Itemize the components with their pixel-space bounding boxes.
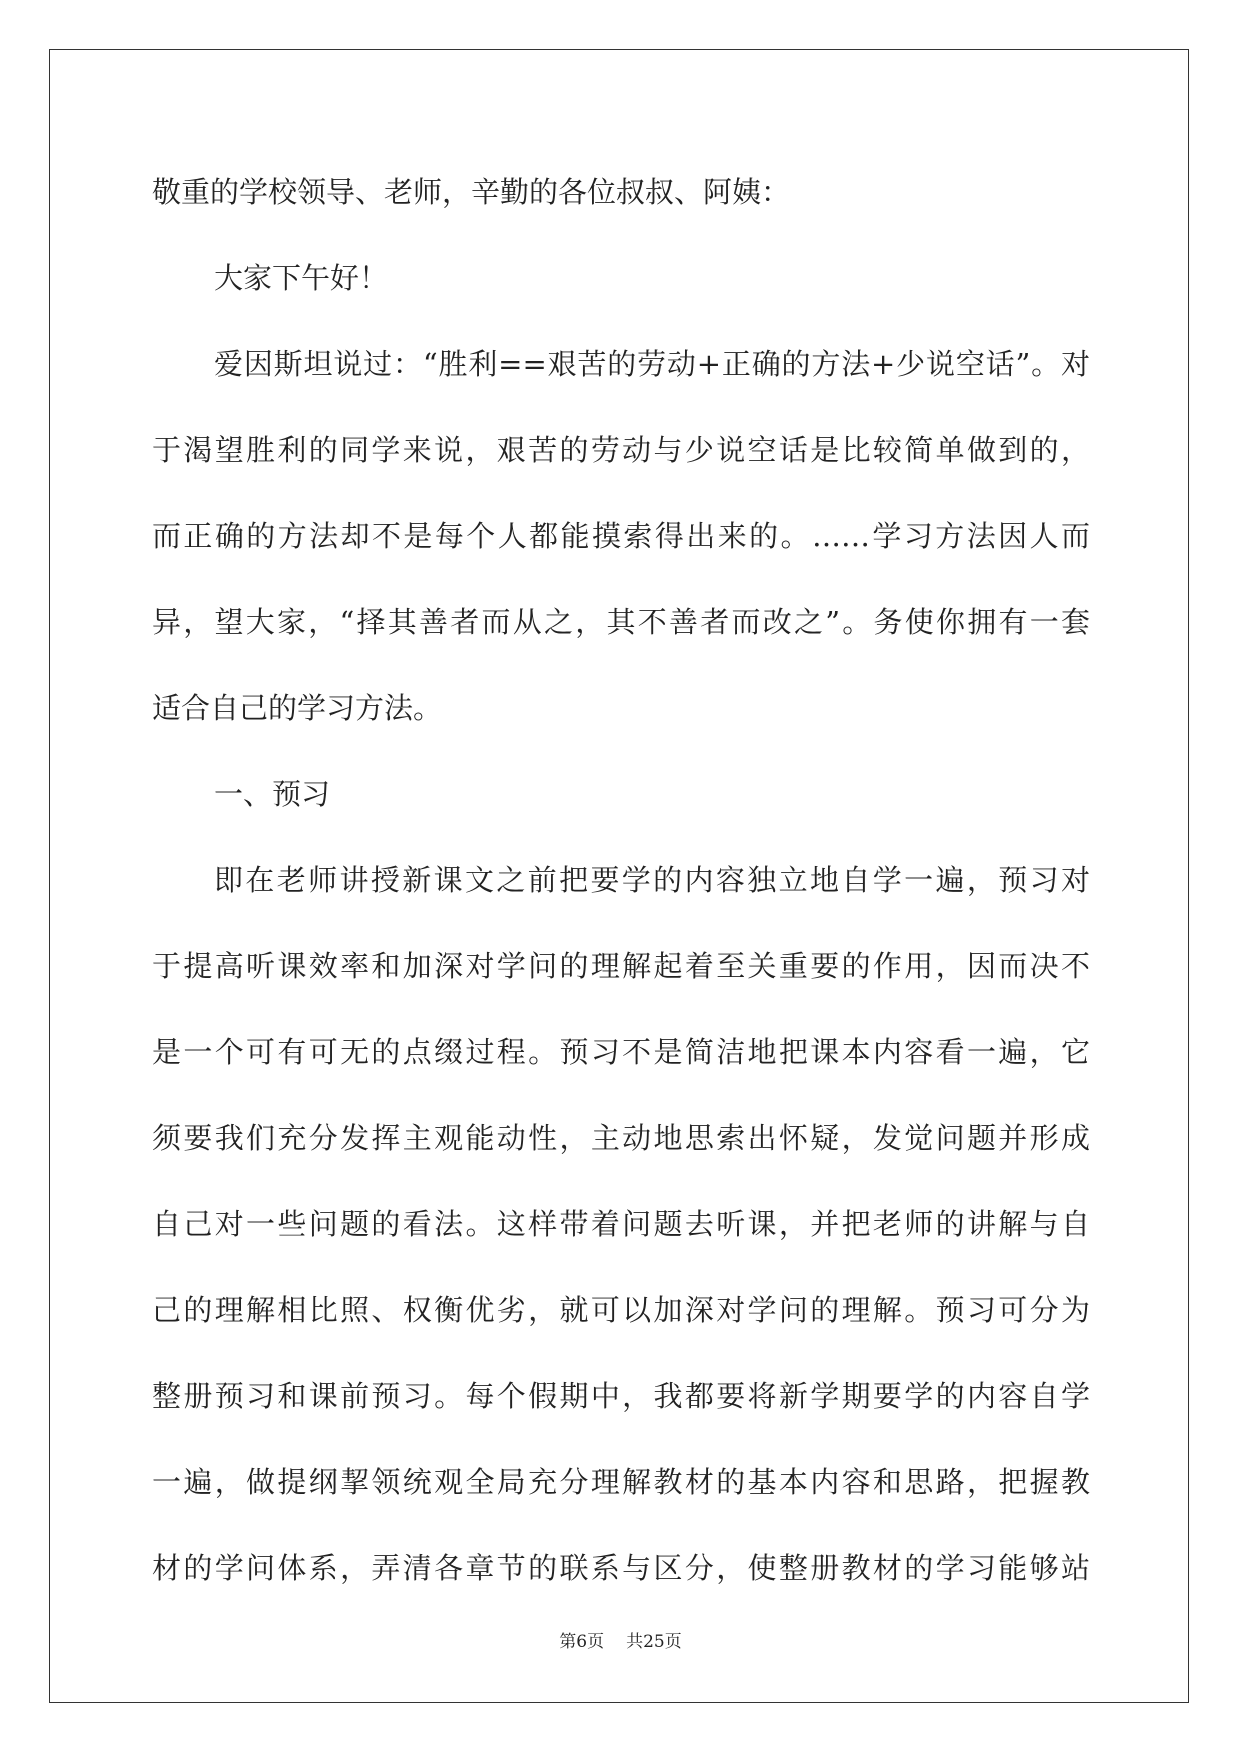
text-line: 即在老师讲授新课文之前把要学的内容独立地自学一遍，预习对	[214, 863, 1090, 897]
text-line: 材的学问体系，弄清各章节的联系与区分，使整册教材的学习能够站	[152, 1551, 1090, 1585]
text-line: 敬重的学校领导、老师，辛勤的各位叔叔、阿姨：	[152, 175, 791, 209]
text-line: 大家下午好！	[214, 261, 389, 295]
total-pages: 共25页	[626, 1632, 682, 1652]
text-line: 于渴望胜利的同学来说，艰苦的劳动与少说空话是比较简单做到的，	[152, 433, 1090, 467]
text-line: 一遍，做提纲挈领统观全局充分理解教材的基本内容和思路，把握教	[152, 1465, 1090, 1499]
text-line: 适合自己的学习方法。	[152, 691, 443, 725]
text-line: 于提高听课效率和加深对学问的理解起着至关重要的作用，因而决不	[152, 949, 1090, 983]
text-line: 整册预习和课前预习。每个假期中，我都要将新学期要学的内容自学	[152, 1379, 1090, 1413]
page-number: 第6页	[559, 1632, 605, 1652]
document-body	[152, 168, 1090, 1630]
text-line: 己的理解相比照、权衡优劣，就可以加深对学问的理解。预习可分为	[152, 1293, 1090, 1327]
text-line: 自己对一些问题的看法。这样带着问题去听课，并把老师的讲解与自	[152, 1207, 1090, 1241]
page-footer	[0, 1630, 1241, 1654]
text-line: 异，望大家，“择其善者而从之，其不善者而改之”。务使你拥有一套	[152, 605, 1090, 639]
text-line: 而正确的方法却不是每个人都能摸索得出来的。……学习方法因人而	[152, 519, 1090, 553]
section-heading: 一、预习	[214, 777, 331, 811]
text-line: 爱因斯坦说过：“胜利==艰苦的劳动+正确的方法+少说空话”。对	[214, 347, 1090, 381]
text-line: 是一个可有可无的点缀过程。预习不是简洁地把课本内容看一遍，它	[152, 1035, 1090, 1069]
text-line: 须要我们充分发挥主观能动性，主动地思索出怀疑，发觉问题并形成	[152, 1121, 1090, 1155]
